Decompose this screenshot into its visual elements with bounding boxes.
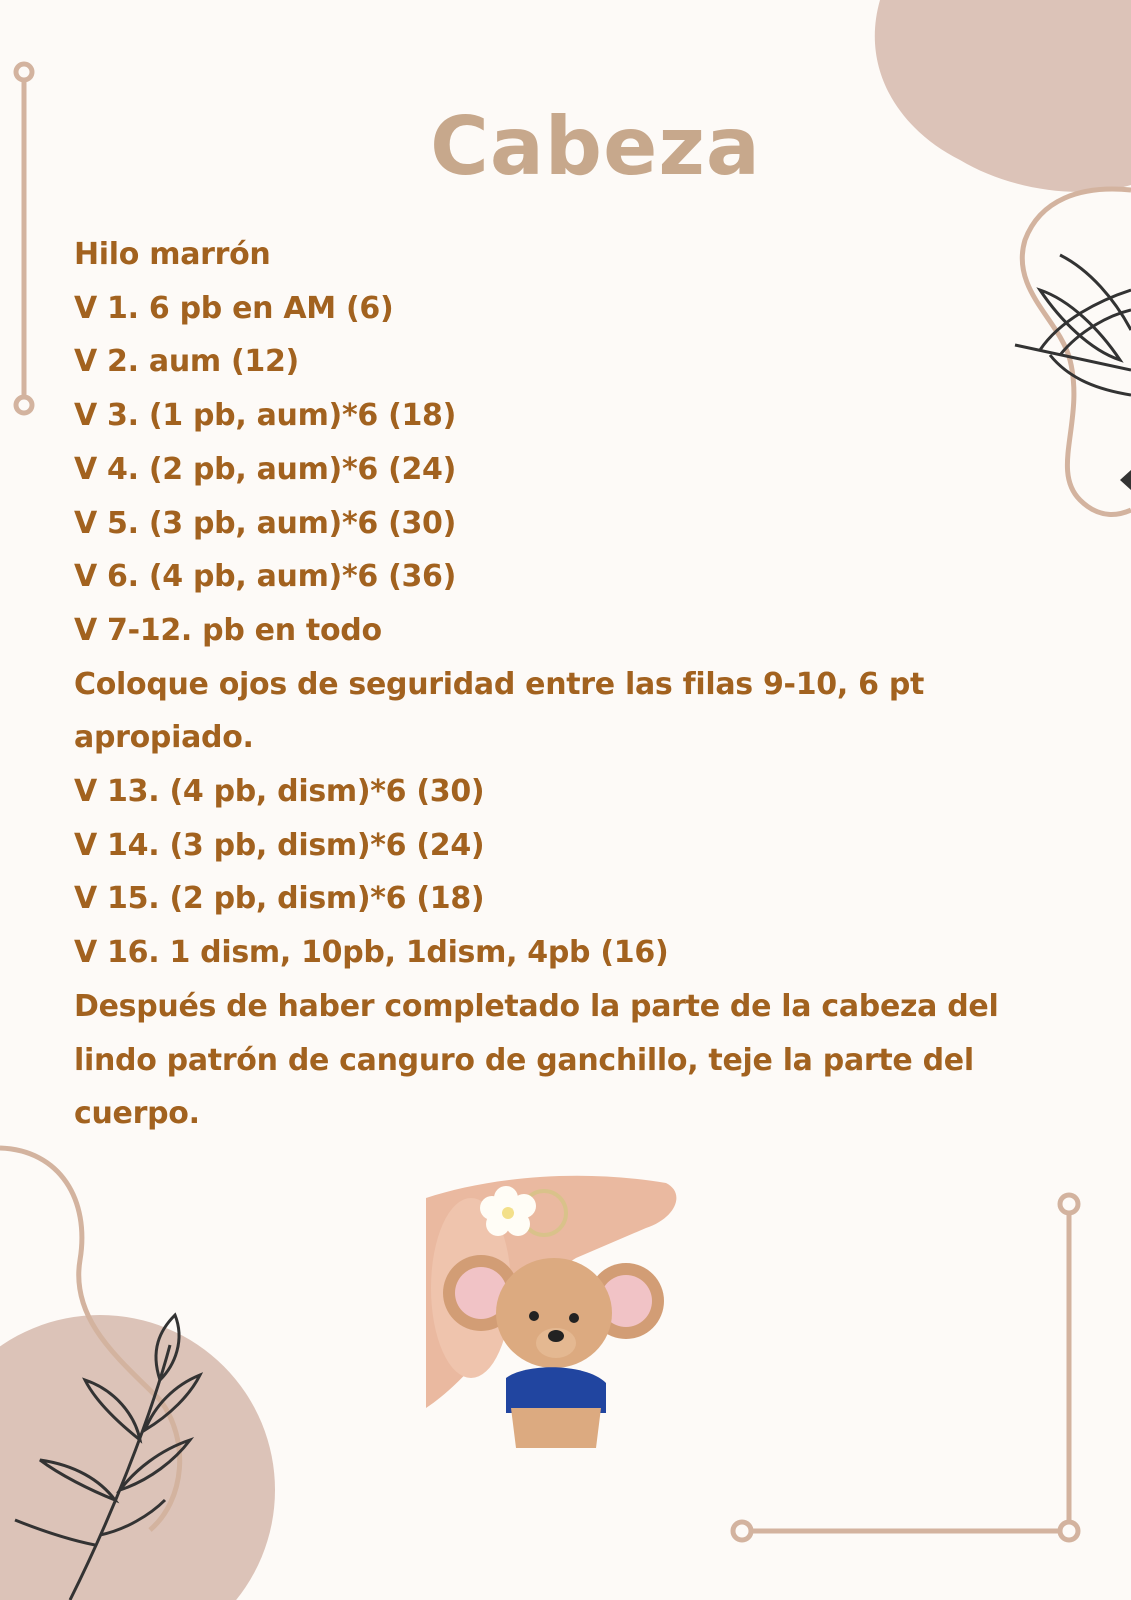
instruction-line: V 6. (4 pb, aum)*6 (36): [74, 559, 457, 595]
instruction-line: V 16. 1 dism, 10pb, 1dism, 4pb (16): [74, 935, 669, 971]
instruction-line: V 4. (2 pb, aum)*6 (24): [74, 451, 457, 487]
instruction-line: Hilo marrón: [74, 237, 271, 272]
instruction-line: V 7-12. pb en todo: [74, 612, 382, 648]
instruction-line: V 14. (3 pb, dism)*6 (24): [74, 827, 485, 863]
instruction-line: Después de haber completado la parte de la cabeza del lindo patrón de canguro de ganchillo, teje la parte del cuerpo.: [74, 988, 999, 1132]
bottom-right-pin-lines: [733, 1195, 1078, 1540]
pattern-instructions: [74, 228, 1034, 1141]
amigurumi-mouse-photo: [426, 1168, 686, 1448]
instruction-line: Coloque ojos de seguridad entre las filas 9-10, 6 pt apropiado.: [74, 666, 925, 756]
instruction-line: V 15. (2 pb, dism)*6 (18): [74, 881, 485, 917]
instruction-line: V 1. 6 pb en AM (6): [74, 290, 394, 326]
page-title: Cabeza: [430, 100, 761, 193]
instruction-line: V 5. (3 pb, aum)*6 (30): [74, 505, 457, 541]
bottom-left-blob: [0, 1315, 275, 1600]
instruction-line: V 13. (4 pb, dism)*6 (30): [74, 774, 485, 810]
instruction-line: V 2. aum (12): [74, 344, 299, 380]
instruction-line: V 3. (1 pb, aum)*6 (18): [74, 398, 457, 434]
